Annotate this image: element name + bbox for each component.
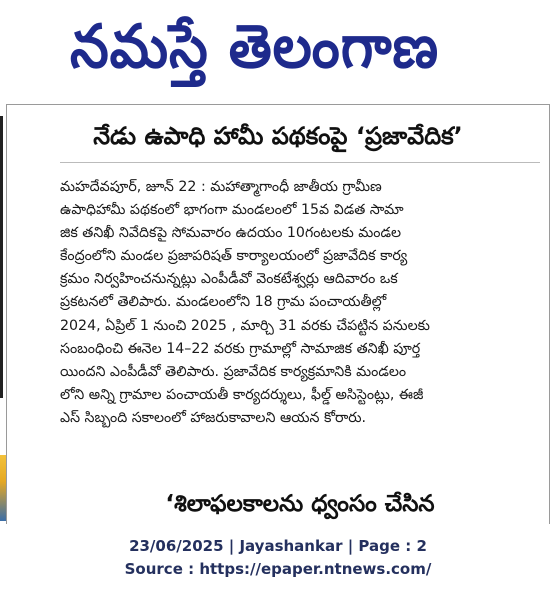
newspaper-title: నమస్తే తెలంగాణ <box>70 12 439 82</box>
article-line: మహదేవపూర్, జూన్ 22 : మహాత్మాగాంధీ జాతీయ గ్రామీణ <box>60 179 382 195</box>
article-line: 2024, ఏప్రిల్ 1 నుంచి 2025 , మార్చి 31 వరకు చేపట్టిన పనులకు <box>60 317 430 334</box>
adjacent-column-edge <box>0 116 3 398</box>
article-line: జిక తనిఖీ నివేదికపై సోమవారం ఉదయం 10గంటలకు మండల <box>60 225 402 242</box>
article-headline: నేడు ఉపాధి హామీ పథకంపై ‘ప్రజావేదిక’ <box>93 122 463 150</box>
article-body <box>60 176 540 430</box>
newspaper-masthead <box>0 0 556 108</box>
headline-divider <box>60 162 540 163</box>
publication-info: 23/06/2025 | Jayashankar | Page : 2 <box>129 537 427 555</box>
next-article-headline: ‘శిలాఫలకాలను ధ్వంసం చేసిన <box>165 491 435 517</box>
article-line: క్రమం నిర్వహించనున్నట్లు ఎంపీడీవో వెంకటేశ్వర్లు ఆదివారం ఒక <box>60 271 398 288</box>
article-line: సంబంధించి ఈనెల 14–22 వరకు గ్రామాల్లో సామాజిక తనిఖీ పూర్త <box>60 340 421 357</box>
article-line: ఉపాధిహామీ పథకంలో భాగంగా మండలంలో 15వ విడత సామా <box>60 202 404 219</box>
clipping-footer <box>0 524 556 600</box>
article-line: ఎస్ సిబ్బంది సకాలంలో హాజరుకావాలని ఆయన కోరారు. <box>60 409 367 426</box>
article-line: యిందని ఎంపీడీవో తెలిపారు. ప్రజావేదిక కార్యక్రమానికి మండలం <box>60 363 407 380</box>
article-line: లోని అన్ని గ్రామాల పంచాయతీ కార్యదర్శులు, ఫీల్డ్ అసిస్టెంట్లు, ఈజీ <box>60 386 424 403</box>
source-link[interactable]: Source : https://epaper.ntnews.com/ <box>124 560 432 578</box>
article-line: కేంద్రంలోని మండల ప్రజాపరిషత్ కార్యాలయంలో ప్రజావేదిక కార్య <box>60 248 408 265</box>
article-line: ప్రకటనలో తెలిపారు. మండలంలోని 18 గ్రామ పంచాయతీల్లో <box>60 294 387 311</box>
